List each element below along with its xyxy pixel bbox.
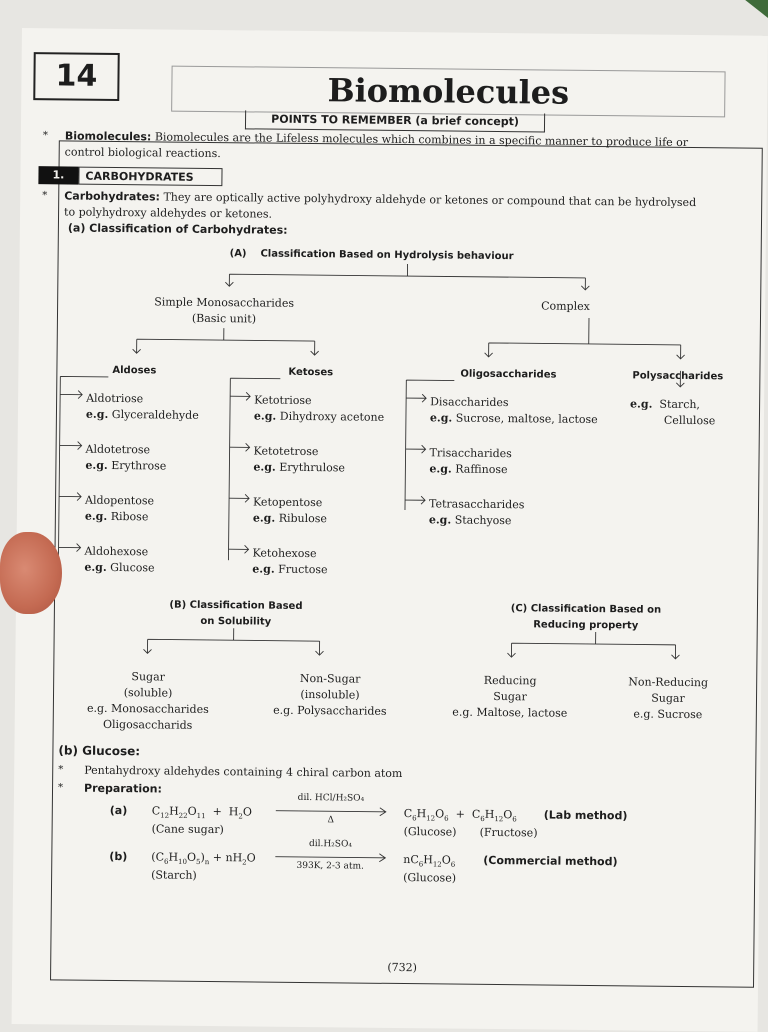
item-example: Fructose (278, 562, 328, 577)
item-name: Aldotriose (86, 391, 144, 406)
preparation-label: Preparation: (83, 781, 163, 796)
reducing-line: Reducing (483, 673, 537, 688)
list-item (254, 392, 385, 444)
eg-prefix: e.g. (252, 562, 275, 576)
list-item (85, 442, 198, 494)
item-example: Erythrulose (279, 460, 345, 475)
glucose-heading: (b) Glucose: (58, 743, 141, 759)
reaction-b-label: (b) (109, 849, 128, 864)
list-item (429, 496, 597, 549)
item-example: Ribulose (278, 511, 328, 526)
section-number: 1. (38, 166, 78, 184)
glucose-label-b: (Glucose) (403, 871, 457, 885)
reaction-b-products: $nC_6H_{12}O_6$ (403, 853, 456, 869)
chapter-number: 14 (33, 52, 119, 101)
biomolecules-text-2: control biological reactions. (64, 145, 221, 161)
reaction-b-condition-top: dil.H₂SO₄ (308, 839, 353, 850)
nonreducing-line: e.g. Sucrose (633, 707, 703, 722)
reaction-a-method: (Lab method) (543, 808, 628, 823)
eg-prefix: e.g. (84, 560, 107, 574)
glucose-label: (Glucose) (403, 825, 457, 839)
hydrolysis-title (230, 246, 514, 265)
biomolecules-term: Biomolecules: (64, 129, 152, 144)
sugar-line: (soluble) (123, 686, 173, 700)
reducing-line: Sugar (493, 689, 527, 704)
polysaccharide-example (630, 396, 716, 429)
oligosaccharide-list (429, 394, 598, 549)
fructose-label: (Fructose) (479, 825, 538, 840)
hydrolysis-label: (A) (229, 248, 247, 260)
item-example: Raffinose (455, 462, 508, 477)
reaction-a-condition-bottom: Δ (327, 815, 335, 826)
nonreducing-line: Sugar (651, 691, 685, 705)
hydrolysis-title-text: Classification Based on Hydrolysis behaviour (260, 248, 514, 263)
aldose-list (84, 391, 199, 596)
reaction-b-reactants: $(C_6H_{10}O_5)_n + nH_2O$ (151, 850, 256, 867)
poly-eg-line1: Starch, (659, 397, 701, 412)
item-example: Glyceraldehyde (111, 407, 199, 422)
poly-eg-line2: Cellulose (663, 413, 716, 428)
item-name: Ketotriose (254, 393, 312, 408)
item-name: Ketohexose (252, 546, 317, 561)
item-name: Disaccharides (430, 395, 509, 410)
cane-sugar-label: (Cane sugar) (151, 822, 224, 837)
reaction-a-condition-top: dil. HCl/H₂SO₄ (297, 792, 365, 804)
chapter-title: Biomolecules (171, 66, 725, 118)
simple-monosaccharides (139, 294, 309, 328)
eg-prefix: e.g. (630, 397, 653, 411)
item-name: Aldohexose (84, 544, 149, 559)
carbohydrates-text-2: to polyhydroxy aldehydes or ketones. (64, 205, 273, 221)
nonsugar-group (255, 670, 405, 720)
glucose-point: Pentahydroxy aldehydes containing 4 chiral carbon atom (84, 763, 403, 781)
nonsugar-line: Non-Sugar (299, 671, 361, 686)
solubility-title-line2: on Solubility (200, 615, 272, 628)
nonsugar-line: e.g. Polysaccharides (273, 703, 387, 718)
sugar-line: e.g. Monosaccharides (86, 701, 209, 716)
item-name: Aldopentose (84, 493, 155, 508)
ketose-list (252, 392, 384, 597)
biomolecules-text: Biomolecules are the Lifeless molecules which combines in a specific manner to produce life or (154, 130, 689, 149)
solubility-title (146, 597, 326, 631)
nonreducing-line: Non-Reducing (628, 675, 709, 690)
list-item (253, 443, 384, 495)
item-example: Sucrose, maltose, lactose (455, 411, 598, 427)
eg-prefix: e.g. (85, 407, 109, 421)
bullet: * (42, 130, 48, 142)
item-example: Stachyose (454, 513, 512, 528)
item-example: Glucose (110, 560, 155, 575)
bullet: * (42, 190, 48, 202)
sugar-line: Sugar (131, 670, 166, 684)
carbohydrates-text: They are optically active polyhydroxy aldehyde or ketones or compound that can be hydrolysed (163, 190, 697, 210)
points-to-remember-title: POINTS TO REMEMBER (a brief concept) (245, 110, 545, 132)
eg-prefix: e.g. (253, 409, 277, 423)
page-number: (732) (387, 960, 418, 975)
reducing-title-line2: Reducing property (533, 619, 639, 632)
starch-label: (Starch) (151, 868, 197, 882)
sugar-line: Oligosaccharids (102, 717, 193, 732)
sugar-group (73, 669, 224, 735)
bullet: * (58, 764, 64, 776)
reaction-a-label: (a) (109, 803, 128, 818)
complex-label: Complex (541, 299, 590, 313)
list-item (86, 391, 199, 443)
item-name: Ketopentose (252, 495, 323, 510)
classification-heading: (a) Classification of Carbohydrates: (67, 221, 288, 237)
list-item (85, 493, 198, 545)
polysaccharides-label: Polysaccharides (632, 370, 724, 383)
item-example: Dihydroxy acetone (279, 409, 385, 424)
reaction-a-reactants: $C_{12}H_{22}O_{11} + H_2O$ (151, 804, 252, 821)
list-item (252, 545, 383, 597)
eg-prefix: e.g. (252, 511, 276, 525)
reducing-title-line1: (C) Classification Based on (510, 603, 662, 616)
simple-line2: (Basic unit) (191, 311, 257, 326)
solubility-title-line1: (B) Classification Based (169, 599, 303, 612)
eg-prefix: e.g. (429, 462, 452, 476)
simple-line1: Simple Monosaccharides (154, 295, 295, 310)
list-item (84, 544, 197, 596)
list-item (430, 394, 598, 447)
nonreducing-group (603, 674, 733, 723)
carbohydrates-term: Carbohydrates: (64, 189, 161, 204)
eg-prefix: e.g. (429, 411, 453, 425)
oligosaccharides-label: Oligosaccharides (460, 368, 557, 381)
leaf-decoration (730, 0, 768, 18)
textbook-page (12, 28, 768, 1032)
item-name: Aldotetrose (85, 442, 151, 457)
reducing-group (435, 672, 585, 722)
list-item (253, 494, 384, 546)
section-title: CARBOHYDRATES (78, 167, 222, 187)
item-name: Tetrasaccharides (428, 497, 525, 512)
eg-prefix: e.g. (253, 460, 276, 474)
nonsugar-line: (insoluble) (300, 687, 360, 702)
aldoses-label: Aldoses (112, 364, 157, 377)
thumb-holding-page (0, 532, 62, 614)
reaction-a-products: $C_6H_{12}O_6 + C_6H_{12}O_6$ (403, 807, 517, 824)
item-example: Ribose (110, 509, 149, 524)
list-item (429, 445, 597, 498)
reaction-b-method: (Commercial method) (483, 853, 618, 869)
item-example: Erythrose (111, 458, 167, 473)
reducing-title (486, 601, 686, 635)
item-name: Ketotetrose (253, 444, 319, 459)
reducing-line: e.g. Maltose, lactose (452, 705, 568, 720)
eg-prefix: e.g. (428, 513, 452, 527)
bullet: * (57, 782, 64, 794)
reaction-b-condition-bottom: 393K, 2-3 atm. (296, 860, 364, 872)
ketoses-label: Ketoses (288, 366, 334, 379)
item-name: Trisaccharides (429, 446, 512, 461)
eg-prefix: e.g. (85, 458, 108, 472)
eg-prefix: e.g. (84, 509, 108, 523)
